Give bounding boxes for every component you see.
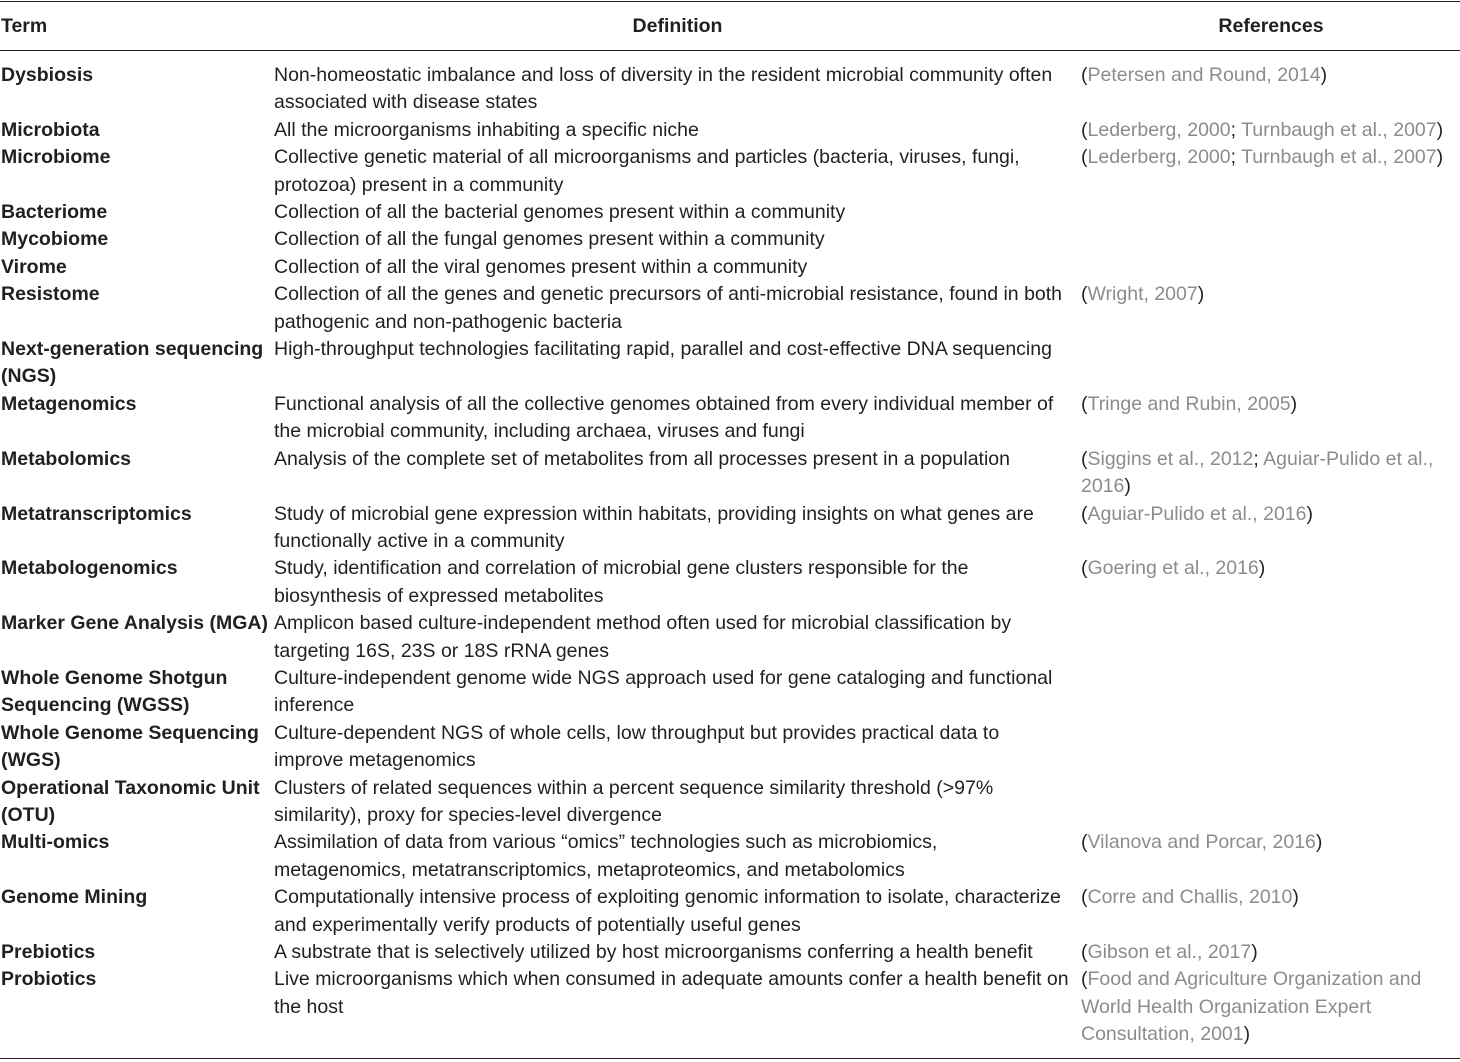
term-cell: Metabologenomics [1,557,178,580]
paren-close: ) [1124,475,1131,498]
table-row [0,117,1460,144]
table-row [0,391,1460,446]
term-cell: Next-generation sequencing (NGS) [1,338,264,388]
table-row [0,939,1460,966]
table-row [0,610,1460,665]
paren-open: ( [1081,118,1088,141]
definition-cell: Functional analysis of all the collective genomes obtained from every individual member of the microbial community, including archaea, viruses and fungi [274,392,1054,443]
definition-cell: Study of microbial gene expression within habitats, providing insights on what genes are functionally active in a community [274,502,1034,552]
ref-separator: ; [1230,146,1242,169]
table-row [0,281,1460,336]
term-cell: Whole Genome Sequencing (WGS) [1,721,259,772]
term-cell: Genome Mining [1,886,148,909]
definition-cell: Assimilation of data from various “omics” technologies such as microbiomics, metagenomics, metatranscriptomics, metaproteomics, and metabolomics [274,831,938,881]
paren-open: ( [1081,886,1088,909]
term-cell: Resistome [1,283,100,306]
references-cell [1081,117,1460,144]
reference-link[interactable]: Turnbaugh et al., 2007 [1241,118,1437,141]
paren-open: ( [1081,447,1088,470]
references-cell [1081,829,1460,856]
table-row [0,720,1460,775]
definition-cell: Culture-dependent NGS of whole cells, low throughput but provides practical data to improve metagenomics [274,721,1000,772]
term-cell: Multi-omics [1,831,110,854]
reference-link[interactable]: Aguiar-Pulido et al., 2016 [1081,447,1434,498]
definition-cell: Collective genetic material of all microorganisms and particles (bacteria, viruses, fungi, protozoa) present in a community [274,146,1020,196]
paren-close: ) [1251,941,1258,963]
bottom-rule [0,1058,1460,1059]
paren-close: ) [1197,283,1205,306]
paren-open: ( [1081,283,1088,306]
reference-link[interactable]: Corre and Challis, 2010 [1087,886,1293,909]
reference-link[interactable]: Goering et al., 2016 [1087,557,1259,580]
paren-close: ) [1315,831,1323,854]
table-row [0,254,1460,281]
term-cell: Microbiome [1,146,111,169]
references-cell [1081,966,1460,1048]
ref-separator: ; [1253,447,1264,470]
table-row [0,226,1460,253]
table-row [0,555,1460,610]
paren-close: ) [1436,146,1444,169]
definition-cell: Culture-independent genome wide NGS approach used for gene cataloging and functional inference [274,666,1053,717]
table-row [0,199,1460,226]
table-row [0,336,1460,391]
paren-open: ( [1081,557,1088,580]
table-body [0,62,1460,1049]
definition-cell: Analysis of the complete set of metabolites from all processes present in a population [274,447,1010,470]
term-cell: Mycobiome [1,228,109,251]
term-cell: Prebiotics [1,941,96,963]
paren-open: ( [1081,941,1088,963]
references-cell [1081,939,1460,966]
definition-cell: A substrate that is selectively utilized by host microorganisms conferring a health benefit [274,941,1033,963]
paren-close: ) [1292,886,1299,909]
paren-close: ) [1320,64,1328,86]
paren-open: ( [1081,146,1088,169]
references-cell [1081,144,1460,171]
reference-link[interactable]: Turnbaugh et al., 2007 [1241,146,1437,169]
paren-open: ( [1081,64,1088,86]
definition-cell: High-throughput technologies facilitating rapid, parallel and cost-effective DNA sequencing [274,338,1052,361]
term-cell: Probiotics [1,968,97,991]
header-references: References [1218,15,1324,38]
ref-separator: ; [1230,118,1242,141]
definition-cell: Computationally intensive process of exploiting genomic information to isolate, characterize and experimentally verify products of potentially useful genes [274,886,1061,936]
table-row [0,446,1460,501]
table-row [0,501,1460,556]
table-row [0,884,1460,939]
table-row [0,829,1460,884]
paren-close: ) [1436,118,1444,141]
references-cell [1081,446,1460,501]
term-cell: Operational Taxonomic Unit (OTU) [1,776,260,826]
reference-link[interactable]: Wright, 2007 [1087,283,1198,306]
definition-cell: Collection of all the fungal genomes present within a community [274,228,825,251]
definition-cell: Live microorganisms which when consumed in adequate amounts confer a health benefit on the host [274,968,1069,1018]
paren-close: ) [1306,502,1313,525]
definition-cell: Non-homeostatic imbalance and loss of diversity in the resident microbial community often associated with disease states [274,64,1053,114]
references-cell [1081,884,1460,911]
term-cell: Dysbiosis [1,64,94,86]
paren-open: ( [1081,831,1088,854]
paren-close: ) [1243,1023,1251,1046]
references-cell [1081,555,1460,582]
header-rule [0,50,1460,51]
term-cell: Metagenomics [1,392,137,415]
table-row [0,144,1460,199]
paren-close: ) [1258,557,1266,580]
definition-cell: Collection of all the viral genomes present within a community [274,255,808,278]
table-row [0,665,1460,720]
reference-link[interactable]: Gibson et al., 2017 [1087,941,1252,963]
term-cell: Metatranscriptomics [1,502,192,525]
definition-cell: Study, identification and correlation of microbial gene clusters responsible for the biosynthesis of expressed metabolites [274,557,969,607]
reference-link[interactable]: Vilanova and Porcar, 2016 [1087,831,1316,854]
reference-link[interactable]: Siggins et al., 2012 [1087,447,1254,470]
definition-cell: Clusters of related sequences within a percent sequence similarity threshold (>97% similarity), proxy for species-level divergence [274,776,994,826]
reference-link[interactable]: Food and Agriculture Organization and World Health Organization Expert Consultation, 2001 [1081,968,1422,1046]
header-definition: Definition [632,15,723,38]
top-rule [0,1,1460,2]
term-cell: Virome [1,255,67,278]
definition-cell: All the microorganisms inhabiting a specific niche [274,118,699,141]
paren-open: ( [1081,392,1088,415]
paren-open: ( [1081,502,1088,525]
table-row [0,62,1460,117]
term-cell: Bacteriome [1,201,108,224]
references-cell [1081,501,1460,528]
definition-cell: Collection of all the bacterial genomes present within a community [274,201,846,224]
term-cell: Marker Gene Analysis (MGA) [1,612,268,635]
term-cell: Microbiota [1,118,100,141]
references-cell [1081,62,1460,89]
reference-link[interactable]: Lederberg, 2000 [1087,118,1231,141]
paren-close: ) [1290,392,1298,415]
reference-link[interactable]: Aguiar-Pulido et al., 2016 [1087,502,1307,525]
header-term: Term [1,15,48,38]
term-cell: Whole Genome Shotgun Sequencing (WGSS) [1,666,228,717]
term-cell: Metabolomics [1,447,132,470]
definition-cell: Amplicon based culture-independent method often used for microbial classification by targeting 16S, 23S or 18S rRNA genes [274,612,1012,662]
reference-link[interactable]: Tringe and Rubin, 2005 [1087,392,1291,415]
table-row [0,775,1460,830]
definition-cell: Collection of all the genes and genetic precursors of anti-microbial resistance, found in both pathogenic and non-pathogenic bacteria [274,283,1063,333]
reference-link[interactable]: Lederberg, 2000 [1087,146,1231,169]
table-row [0,966,1460,1048]
paren-open: ( [1081,968,1088,991]
references-cell [1081,281,1460,308]
reference-link[interactable]: Petersen and Round, 2014 [1087,64,1321,86]
references-cell [1081,391,1460,418]
